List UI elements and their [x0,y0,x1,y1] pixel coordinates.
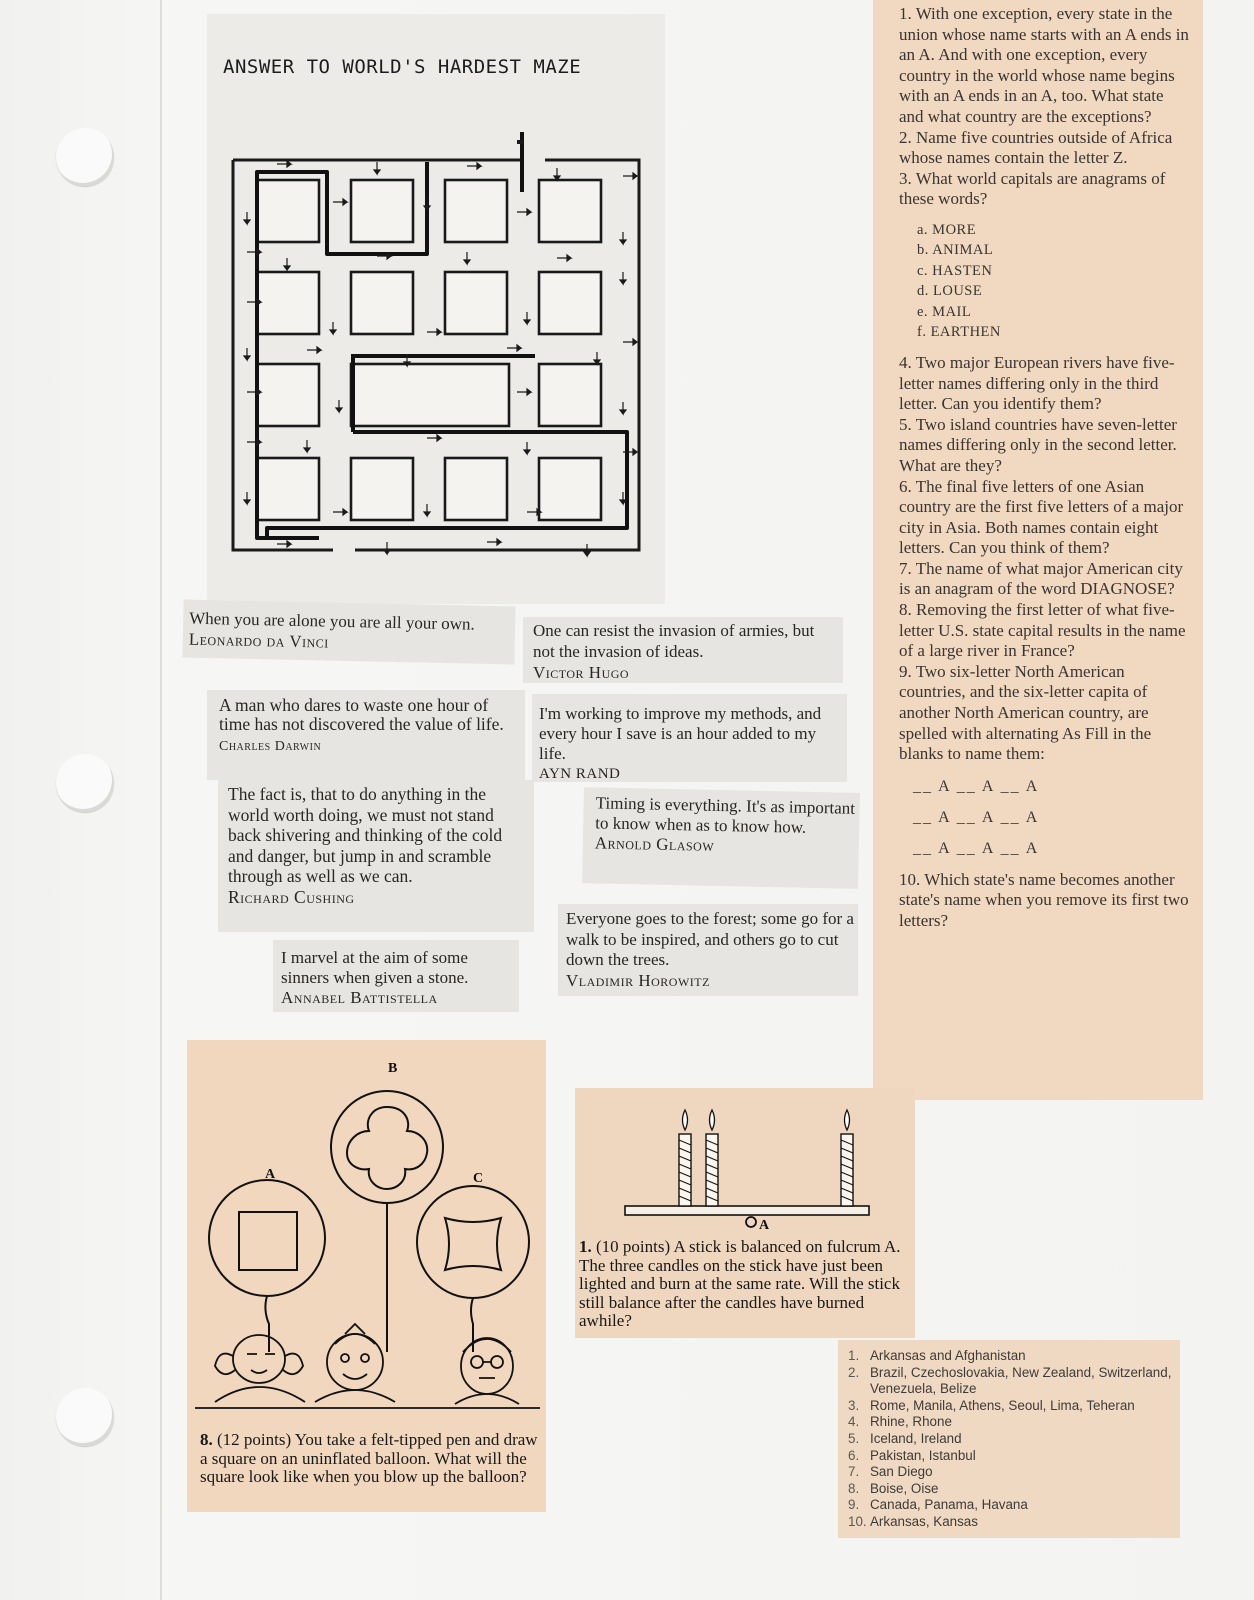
maze-block [351,364,509,426]
concave-shape [445,1218,501,1270]
quote-clipping [207,690,525,780]
candles [679,1110,853,1206]
answer-item: 7. San Diego [848,1464,933,1480]
maze-arrow [467,163,481,169]
puzzle-number: 8. [200,1430,213,1449]
blank-line: __ A __ A __ A [913,839,1040,857]
maze-block [445,180,507,242]
candle-puzzle-text [579,1238,912,1331]
candle [841,1110,853,1206]
rounded-shape [347,1107,427,1189]
maze-arrow [424,504,430,516]
candle-puzzle-clipping [575,1088,915,1338]
answer-item: 2. Brazil, Czechoslovakia, New Zealand, Switzerland, Venezuela, Belize [848,1364,1172,1397]
maze-arrow [333,509,347,515]
maze-arrow [244,492,250,504]
answer-item: 8. Boise, Oise [848,1480,939,1496]
quote-author: Victor Hugo [533,663,630,682]
balloon-puzzle-text [200,1431,542,1487]
maze-arrow [247,439,261,445]
quiz-question: 2. Name five countries outside of Africa whose names contain the letter Z. [899,127,1173,168]
answer-item: 10. Arkansas, Kansas [848,1513,978,1529]
balloon-label-a: A [265,1167,276,1182]
maze-block [445,272,507,334]
balance-stick [625,1206,869,1215]
maze-block [445,458,507,520]
list-item: d. LOUSE [917,283,983,300]
answer-item: 1. Arkansas and Afghanistan [848,1348,1026,1363]
quote-text: Timing is everything. It's as important to know when as to know how. [595,793,856,837]
list-item: b. ANIMAL [917,242,994,259]
maze-arrow [507,345,521,351]
fulcrum-label: A [759,1218,770,1233]
maze-arrow [384,542,390,554]
quiz-question: 8. Removing the first letter of what five-letter U.S. state capital results in the name of a large river in France? [899,600,1186,661]
answer-list [838,1340,1180,1531]
maze-clipping [207,14,665,604]
maze-arrow [620,272,626,284]
balloon-puzzle-clipping [187,1040,546,1512]
maze-arrow [524,312,530,324]
quote-clipping [273,940,519,1012]
list-item: a. MORE [917,221,977,238]
maze-arrow [557,255,571,261]
quiz-question: 5. Two island countries have seven-letter names differing only in the second letter. What are they? [899,414,1177,475]
puzzle-question: (12 points) You take a felt-tipped pen and draw a square on an uninflated balloon. What will the square look like when you blow up the balloon? [200,1430,538,1486]
puzzle-number: 1. [579,1237,592,1256]
maze-arrow [247,389,261,395]
balloon-label-c: C [473,1171,484,1186]
candle-illustration [575,1088,915,1238]
maze-arrow [427,435,441,441]
maze-arrow [284,258,290,270]
quote-clipping [558,904,858,996]
balloon-a [209,1180,325,1296]
maze-block [257,272,319,334]
maze-block [351,458,413,520]
quiz-question: 7. The name of what major American city is an anagram of the word DIAGNOSE? [899,558,1183,599]
maze-arrow [464,252,470,264]
quote-text: When you are alone you are all your own. [189,608,475,634]
answer-key-clipping [838,1340,1180,1538]
maze-arrow [623,173,637,179]
maze-arrow [594,352,600,364]
maze-arrow [330,322,336,334]
answer-item: 6. Pakistan, Istanbul [848,1447,976,1463]
maze-arrow [244,212,250,224]
quote-clipping [532,694,847,782]
maze-block [257,180,319,242]
binder-hole [56,754,114,812]
maze-arrow [427,329,441,335]
maze-arrow [336,400,342,412]
maze-block [257,364,319,426]
puzzle-question: (10 points) A stick is balanced on fulcrum A. The three candles on the stick have just been lighted and burn at the same rate. Will the stick still balance after the candles have burned awhile? [579,1237,901,1330]
quote-author: Vladimir Horowitz [566,970,710,990]
quote-author: Richard Cushing [228,886,355,907]
quote-author: Charles Darwin [219,739,322,754]
list-item: f. EARTHEN [917,324,1001,341]
quote-author: AYN RAND [539,766,621,782]
quiz-question: 1. With one exception, every state in the union whose name starts with an A ends in an A. And with one exception, every country in the world whose name begins with an A ends in an A, too. What state and what country are the exceptions? [899,4,1189,126]
binder-hole [56,128,114,186]
maze-arrow [623,339,637,345]
maze-arrow [333,199,347,205]
maze-block [539,364,601,426]
maze-title: ANSWER TO WORLD'S HARDEST MAZE [223,56,582,78]
maze-arrow [554,168,560,180]
maze-block [257,458,319,520]
maze-block [539,272,601,334]
candle [679,1110,691,1206]
quiz-clipping [873,0,1203,1100]
balloon-illustration [195,1052,540,1417]
quote-clipping [523,617,843,683]
quote-author: Leonardo da Vinci [188,629,329,652]
balloon-label-b: B [388,1061,398,1076]
quote-text: The fact is, that to do anything in the world worth doing, we must not stand back shivering and thinking of the cold and danger, but jump in and scramble through as well as we can. [228,784,503,887]
girl-face-left [233,1335,285,1383]
answer-item: 5. Iceland, Ireland [848,1430,962,1446]
maze-arrow [620,402,626,414]
quiz-question: 3. What world capitals are anagrams of these words? [899,168,1166,209]
maze-arrow [307,347,321,353]
quote-clipping [582,787,860,889]
list-item: e. MAIL [917,303,972,320]
balloon-c [417,1186,529,1298]
quote-text: Everyone goes to the forest; some go for a walk to be inspired, and others go to cut down the trees. [566,909,854,970]
maze-arrow [487,539,501,545]
blank-line: __ A __ A __ A [913,808,1040,826]
quote-clipping [182,600,515,665]
maze-diagram [227,132,647,562]
maze-arrow [277,161,291,167]
binder-hole [56,1388,114,1446]
fulcrum [746,1217,756,1227]
quiz-question: 4. Two major European rivers have five-letter names differing only in the third letter. Can you identify them? [899,352,1175,414]
maze-block [351,272,413,334]
maze-arrow [304,440,310,452]
quote-text: A man who dares to waste one hour of time has not discovered the value of life. [219,695,504,734]
maze-arrow [374,162,380,174]
quote-text: I'm working to improve my methods, and every hour I save is an hour added to my life. [539,704,822,763]
quiz-question: 6. The final five letters of one Asian country are the first five letters of a major city in Asia. Both names contain eight letters. Can you think of them? [899,476,1184,558]
quote-text: I marvel at the aim of some sinners when given a stone. [281,948,469,987]
maze-arrow [247,249,261,255]
maze-arrow [247,299,261,305]
candle [706,1110,718,1206]
page-edge [160,0,162,1600]
fill-blanks [913,771,1189,864]
maze-arrow [620,232,626,244]
answer-item: 3. Rome, Manila, Athens, Seoul, Lima, Teheran [848,1397,1135,1413]
quote-text: One can resist the invasion of armies, but not the invasion of ideas. [533,621,815,661]
answer-item: 9. Canada, Panama, Havana [848,1497,1028,1513]
maze-arrow [424,198,430,210]
quote-author: Annabel Battistella [281,988,438,1007]
maze-block [351,180,413,242]
quiz-question: 9. Two six-letter North American countries, and the six-letter capita of another North American country, are spelled with alternating As Fill in the blanks to name them: [899,661,1152,764]
maze-block [539,180,601,242]
list-item: c. HASTEN [917,262,993,279]
anagram-list [917,220,1189,343]
quiz-question: 10. Which state's name becomes another state's name when you remove its first two letters? [899,869,1189,930]
maze-arrow [244,348,250,360]
quote-author: Arnold Glasow [594,833,715,855]
maze-arrow [524,442,530,454]
answer-item: 4. Rhine, Rhone [848,1414,952,1430]
quote-clipping [218,780,534,932]
square-shape [239,1212,297,1270]
maze-arrow [527,509,541,515]
maze-arrow [517,209,531,215]
maze-arrow [517,389,531,395]
blank-line: __ A __ A __ A [913,777,1040,795]
maze-block [539,458,601,520]
maze-arrow [277,541,291,547]
